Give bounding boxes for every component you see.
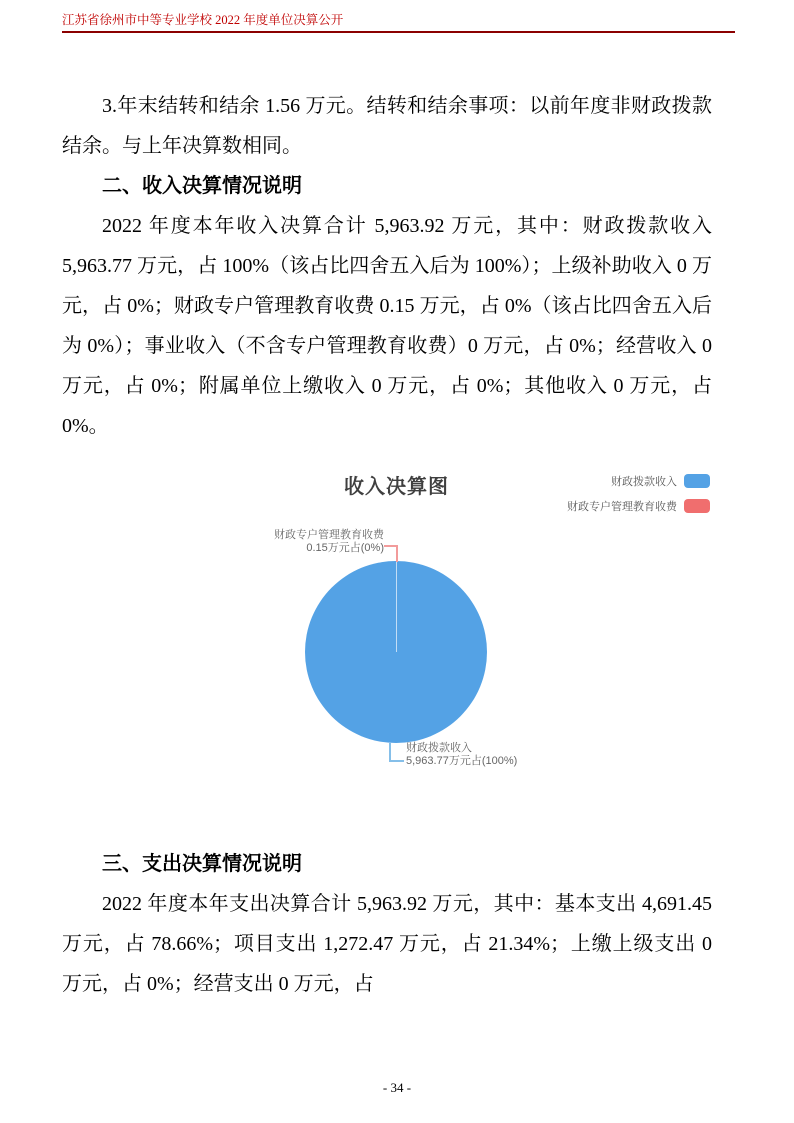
legend-item-fiscal-income — [567, 473, 710, 489]
legend-swatch-blue-icon — [684, 474, 710, 488]
pie-zero-slice-seam — [396, 561, 397, 652]
legend-item-education-fee — [567, 498, 710, 514]
chart-legend — [567, 473, 710, 523]
body-text-block-1 — [62, 86, 712, 446]
paragraph-expense: 2022 年度本年支出决算合计 5,963.92 万元，其中：基本支出 4,691.45 万元，占 78.66%；项目支出 1,272.47 万元，占 21.34%；上缴上级支出 0 万元，占 0%；经营支出 0 万元，占 — [62, 893, 712, 995]
pie-callout-minor — [274, 529, 384, 554]
chart-title: 收入决算图 — [344, 476, 449, 498]
paragraph-income: 2022 年度本年收入决算合计 5,963.92 万元，其中：财政拨款收入 5,963.77 万元，占 100%（该占比四舍五入后为 100%）；上级补助收入 0 万元，占 0%；财政专户管理教育收费 0.15 万元，占 0%（该占比四舍五入后为 0%）；事业收入（不含专户管理教育收费）0 万元，占 0%；经营收入 0 万元，占 0%；附属单位上缴收入 0 万元，占 0%；其他收入 0 万元，占 0%。 — [62, 215, 712, 437]
document-header-title: 江苏省徐州市中等专业学校 2022 年度单位决算公开 — [62, 13, 344, 27]
paragraph-carryover: 3.年末结转和结余 1.56 万元。结转和结余事项：以前年度非财政拨款结余。与上年决算数相同。 — [62, 95, 712, 157]
pie-callout-major-name: 财政拨款收入 — [406, 742, 472, 754]
pie-callout-minor-value: 0.15万元占(0%) — [306, 541, 384, 554]
pie-callout-major-value: 5,963.77万元占(100%) — [406, 754, 518, 767]
legend-label: 财政专户管理教育收费 — [567, 501, 677, 513]
callout-line-major — [389, 760, 404, 762]
heading-expense-section: 三、支出决算情况说明 — [102, 853, 302, 875]
callout-line-minor — [396, 545, 398, 562]
document-header — [62, 12, 735, 33]
pie-callout-minor-name: 财政专户管理教育收费 — [274, 529, 384, 541]
legend-swatch-red-icon — [684, 499, 710, 513]
heading-income-section: 二、收入决算情况说明 — [102, 175, 302, 197]
body-text-block-2 — [62, 844, 712, 1004]
page-number: - 34 - — [382, 1080, 412, 1095]
legend-label: 财政拨款收入 — [611, 476, 677, 488]
pie-callout-major — [406, 742, 517, 767]
